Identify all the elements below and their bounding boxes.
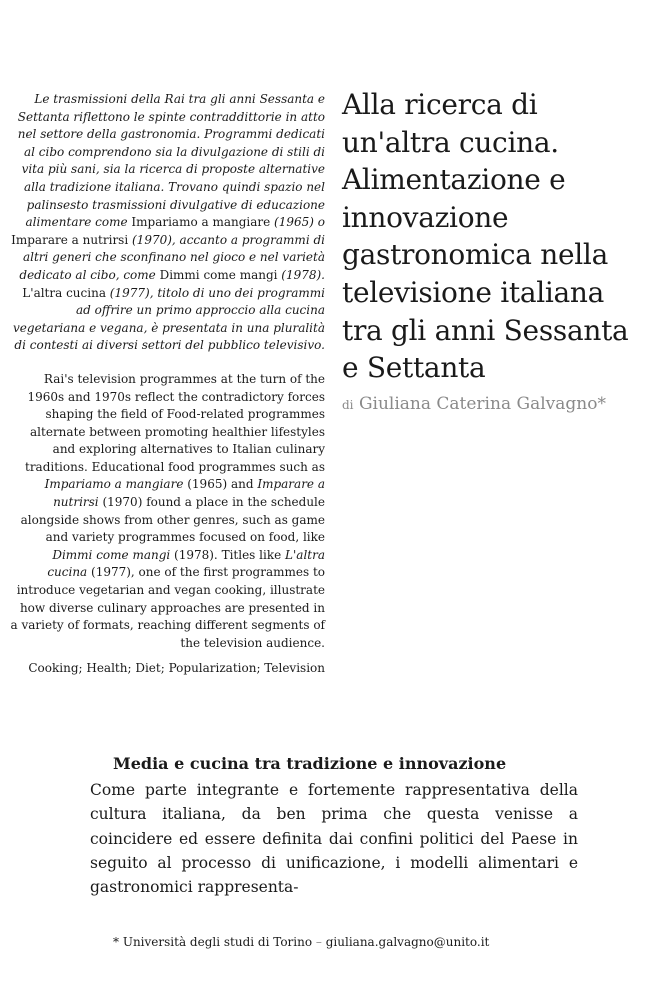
abstract-column xyxy=(10,91,325,677)
abstract-en-text: Rai's television programmes at the turn of the 1960s and 1970s reflect the contradictory forces shaping the field of Food-related programmes alternate between promoting healthier lifestyles and exploring alternatives to Italian culinary traditions. Educational food programmes such as xyxy=(25,371,325,474)
abstract-en-programme-title: L'altra cucina xyxy=(47,547,325,580)
footnote xyxy=(113,935,489,949)
abstract-english xyxy=(10,371,325,653)
abstract-en-text: (1977), one of the first programmes to introduce vegetarian and vegan cooking, illustrate how diverse culinary approaches are presented in a variety of formats, reaching different segments of the television audience. xyxy=(10,565,325,650)
footnote-affiliation: Università degli studi di Torino xyxy=(122,935,313,949)
footnote-marker: * xyxy=(113,935,119,949)
abstract-en-programme-title: Impariamo a mangiare xyxy=(44,477,184,492)
byline xyxy=(342,393,642,416)
abstract-en-programme-title: Imparare a nutrirsi xyxy=(53,477,325,510)
keywords: Cooking; Health; Diet; Popularization; Television xyxy=(28,661,325,676)
abstract-it-text: (1977), titolo di uno dei programmi ad offrire un primo approccio alla cucina vegetariana e vegana, è presentata in una pluralità di contesti ai diversi settori del pubblico televisivo. xyxy=(13,285,325,353)
author-name: Giuliana Caterina Galvagno* xyxy=(358,393,606,414)
section-heading: Media e cucina tra tradizione e innovazione xyxy=(113,754,507,773)
abstract-it-programme-title: Dimmi come mangi xyxy=(159,267,278,282)
article-title: Alla ricerca di un'altra cucina. Alimentazione e innovazione gastronomica nella televisione italiana tra gli anni Sessanta e Settanta xyxy=(342,88,629,385)
abstract-it-text: (1978). xyxy=(277,267,325,282)
body-paragraph: Come parte integrante e fortemente rappresentativa della cultura italiana, da ben prima che questa venisse a coincidere ed essere definita dai confini politici del Paese in seguito al processo di unificazione, i modelli alimentari e gastronomici rappresenta- xyxy=(90,781,578,897)
abstract-it-programme-title: L'altra cucina xyxy=(22,285,106,300)
abstract-en-text: (1978). Titles like xyxy=(170,547,286,562)
abstract-it-programme-title: Imparare a nutrirsi xyxy=(11,232,129,247)
abstract-en-text: (1970) found a place in the schedule alongside shows from other genres, such as game and variety programmes focused on food, like xyxy=(20,495,325,545)
abstract-en-programme-title: Dimmi come mangi xyxy=(52,547,171,562)
abstract-it-text: (1970), accanto a programmi di altri generi che sconfinano nel gioco e nel varietà dedicato al cibo, come xyxy=(19,232,325,282)
abstract-it-text: Le trasmissioni della Rai tra gli anni Sessanta e Settanta riflettono le spinte contraddittorie in atto nel settore della gastronomia. Programmi dedicati al cibo comprendono sia la divulgazione di stili di vita più sani, sia la ricerca di proposte alternative alla tradizione italiana. Trovano quindi spazio nel palinsesto trasmissioni divulgative di educazione alimentare come xyxy=(17,92,325,230)
abstract-it-text: (1965) o xyxy=(270,215,325,230)
abstract-en-text: (1965) and xyxy=(183,477,258,492)
byline-prefix: di xyxy=(342,397,354,412)
footnote-separator: – xyxy=(315,935,322,949)
abstract-italian xyxy=(10,91,325,355)
footnote-email[interactable]: giuliana.galvagno@unito.it xyxy=(325,935,490,949)
abstract-it-programme-title: Impariamo a mangiare xyxy=(131,215,271,230)
title-column xyxy=(342,86,642,416)
